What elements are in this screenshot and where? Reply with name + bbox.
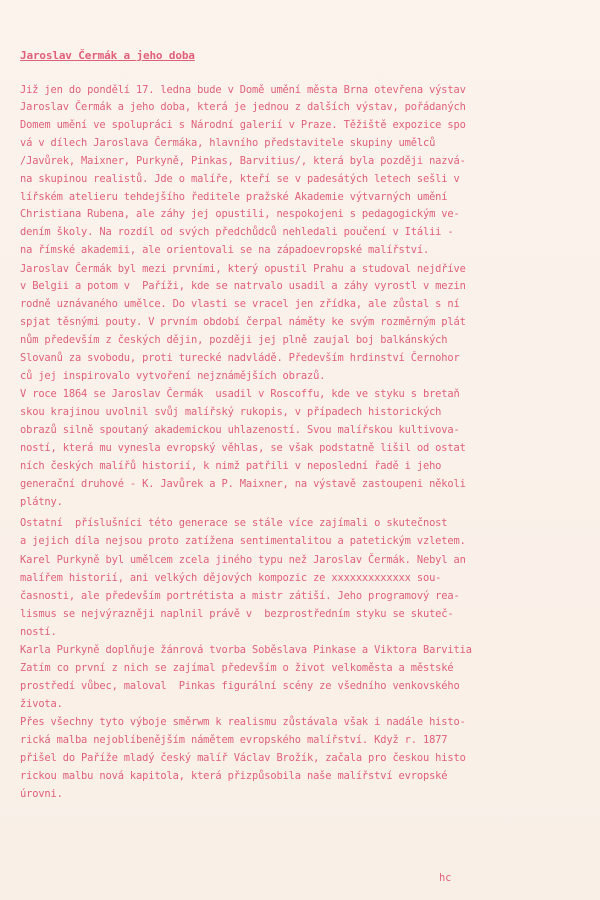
text-line: Zatím co první z nich se zajímal především o život velkoměsta a městské: [20, 662, 454, 674]
text-line: rická malba nejoblíbenějším námětem evropského malířství. Když r. 1877: [20, 734, 448, 746]
text-line: Již jen do pondělí 17. ledna bude v Domě umění města Brna otevřena výstav: [20, 84, 466, 96]
text-line: Jaroslav Čermák byl mezi prvními, který opustil Prahu a studoval nejdříve: [20, 263, 466, 275]
text-line: rodně uznávaného umělce. Do vlasti se vracel jen zřídka, ale zůstal s ní: [20, 298, 460, 310]
text-line: Christiana Rubena, ale záhy jej opustili, nespokojeni s pedagogickým ve-: [20, 208, 460, 220]
text-line: úrovni.: [20, 788, 63, 800]
text-line: prostředí vůbec, maloval Pinkas figurální scény ze všedního venkovského: [20, 680, 460, 692]
text-line: ností, která mu vynesla evropský věhlas, se však podstatně lišil od ostat: [20, 442, 466, 454]
text-line: dením školy. Na rozdíl od svých předchůdců nehledali poučení v Itálii -: [20, 226, 454, 238]
text-line: Jaroslav Čermák a jeho doba, která je jednou z dalších výstav, pořádaných: [20, 101, 466, 113]
signature-initials: hc: [439, 872, 452, 884]
text-line: plátny.: [20, 496, 63, 508]
text-line: generační druhové - K. Javůrek a P. Maixner, na výstavě zastoupeni několi: [20, 478, 466, 490]
text-line: obrazů silně spoutaný akademickou uhlazeností. Svou malířskou kultivova-: [20, 424, 460, 436]
text-line: malířem historií, ani velkých dějových kompozic ze xxxxxxxxxxxxx sou-: [20, 572, 442, 584]
text-line: přišel do Paříže mladý český malíř Václav Brožík, začala pro českou histo: [20, 752, 466, 764]
text-line: ců jej inspirovalo vytvoření nejznámějších obrazů.: [20, 370, 326, 382]
text-line: Karel Purkyně byl umělcem zcela jiného typu než Jaroslav Čermák. Nebyl an: [20, 554, 466, 566]
text-line: na římské akademii, ale orientovali se na západoevropské malířství.: [20, 244, 430, 256]
text-line: spjat těsnými pouty. V prvním období čerpal náměty ke svým rozměrným plát: [20, 316, 466, 328]
text-line: Slovanů za svobodu, proti turecké nadvládě. Především hrdinství Černohor: [20, 352, 460, 364]
text-line: lířském atelieru tehdejšího ředitele pražské Akademie výtvarných umění: [20, 191, 448, 203]
text-line: rickou malbu nová kapitola, která přizpůsobila naše malířství evropské: [20, 770, 448, 782]
text-line: vá v dílech Jaroslava Čermáka, hlavního představitele skupiny umělců: [20, 137, 436, 149]
text-line: Přes všechny tyto výboje směrwm k realismu zůstávala však i nadále histo-: [20, 716, 466, 728]
text-line: lismus se nejvýrazněji naplnil právě v bezprostředním styku se skuteč-: [20, 608, 454, 620]
document-title: Jaroslav Čermák a jeho doba: [20, 49, 195, 62]
text-line: V roce 1864 se Jaroslav Čermák usadil v Roscoffu, kde ve styku s bretaň: [20, 388, 460, 400]
text-line: v Belgii a potom v Paříži, kde se natrvalo usadil a záhy vyrostl v mezin: [20, 280, 466, 292]
text-line: Ostatní příslušníci této generace se stále více zajímali o skutečnost: [20, 517, 448, 529]
text-line: ností.: [20, 626, 57, 638]
text-line: na skupinou realistů. Jde o malíře, kteří se v padesátých letech sešli v: [20, 173, 460, 185]
text-line: života.: [20, 698, 63, 710]
text-line: ních českých malířů historií, k nimž patřili v neposlední řadě i jeho: [20, 460, 442, 472]
text-line: skou krajinou uvolnil svůj malířský rukopis, v případech historických: [20, 406, 442, 418]
text-line: Domem umění ve spolupráci s Národní galerií v Praze. Těžiště expozice spo: [20, 119, 466, 131]
text-line: nům především z českých dějin, později jej plně zaujal boj balkánských: [20, 334, 448, 346]
text-line: a jejich díla nejsou proto zatížena sentimentalitou a patetickým vzletem.: [20, 535, 466, 547]
text-line: časnosti, ale především portrétista a mistr zátiší. Jeho programový rea-: [20, 590, 460, 602]
text-line: /Javůrek, Maixner, Purkyně, Pinkas, Barvitius/, která byla později nazvá-: [20, 155, 466, 167]
text-line: Karla Purkyně doplňuje žánrová tvorba Soběslava Pinkase a Viktora Barvitia: [20, 644, 472, 656]
